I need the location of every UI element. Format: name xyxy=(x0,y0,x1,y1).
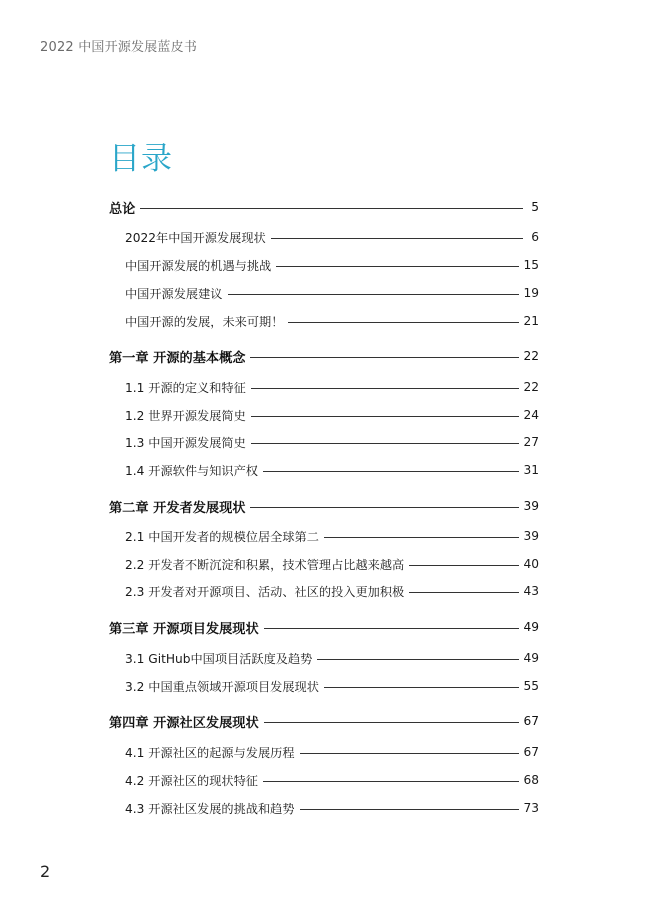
dot-leader xyxy=(300,809,520,810)
dot-leader xyxy=(288,322,519,323)
toc-entry-label: 4.3 开源社区发展的挑战和趋势 xyxy=(125,801,295,816)
toc-entry-label: 4.2 开源社区的现状特征 xyxy=(125,773,258,788)
toc-entry-label: 3.1 GitHub中国项目活跃度及趋势 xyxy=(125,651,313,666)
toc-entry[interactable] xyxy=(109,798,539,818)
page-number: 2 xyxy=(40,862,51,881)
toc-title: 目录 xyxy=(109,141,173,177)
toc-entry-page: 39 xyxy=(523,529,539,543)
dot-leader xyxy=(271,238,523,239)
toc-entry-page: 22 xyxy=(523,349,539,363)
toc-entry[interactable] xyxy=(109,676,539,696)
toc-entry-label: 第三章 开源项目发展现状 xyxy=(109,621,259,637)
dot-leader xyxy=(250,357,519,358)
dot-leader xyxy=(264,722,520,723)
toc-entry[interactable] xyxy=(109,617,539,637)
toc-entry-page: 39 xyxy=(523,499,539,513)
toc-entry[interactable] xyxy=(109,554,539,574)
dot-leader xyxy=(409,592,519,593)
toc-entry-page: 73 xyxy=(523,801,539,815)
table-of-contents xyxy=(109,0,539,906)
toc-entry-page: 15 xyxy=(523,258,539,272)
dot-leader xyxy=(409,565,519,566)
toc-entry-label: 2.3 开发者对开源项目、活动、社区的投入更加积极 xyxy=(125,584,405,599)
dot-leader xyxy=(251,388,520,389)
toc-entry[interactable] xyxy=(109,742,539,762)
toc-entry[interactable] xyxy=(109,496,539,516)
toc-entry-page: 68 xyxy=(523,773,539,787)
toc-entry-label: 中国开源的发展，未来可期！ xyxy=(125,314,284,329)
toc-entry[interactable] xyxy=(109,526,539,546)
toc-entry-label: 总论 xyxy=(109,201,136,217)
toc-entry-label: 1.1 开源的定义和特征 xyxy=(125,380,246,395)
toc-entry[interactable] xyxy=(109,648,539,668)
toc-entry[interactable] xyxy=(109,197,539,217)
dot-leader xyxy=(324,537,520,538)
toc-entry-page: 67 xyxy=(523,745,539,759)
toc-entry-label: 第四章 开源社区发展现状 xyxy=(109,715,259,731)
dot-leader xyxy=(264,628,520,629)
toc-entry[interactable] xyxy=(109,283,539,303)
toc-entry-page: 43 xyxy=(523,584,539,598)
toc-entry[interactable] xyxy=(109,581,539,601)
toc-entry-page: 55 xyxy=(523,679,539,693)
toc-entry-page: 49 xyxy=(523,651,539,665)
dot-leader xyxy=(250,507,519,508)
toc-entry-label: 中国开源发展建议 xyxy=(125,286,223,301)
toc-entry-page: 5 xyxy=(531,200,539,214)
dot-leader xyxy=(251,443,520,444)
toc-entry-label: 3.2 中国重点领域开源项目发展现状 xyxy=(125,679,319,694)
dot-leader xyxy=(263,781,520,782)
toc-entry[interactable] xyxy=(109,255,539,275)
toc-entry[interactable] xyxy=(109,405,539,425)
toc-entry-label: 第一章 开源的基本概念 xyxy=(109,350,246,366)
toc-entry-label: 1.3 中国开源发展简史 xyxy=(125,435,246,450)
dot-leader xyxy=(228,294,520,295)
toc-entry[interactable] xyxy=(109,346,539,366)
dot-leader xyxy=(300,753,520,754)
toc-entry[interactable] xyxy=(109,377,539,397)
toc-entry[interactable] xyxy=(109,227,539,247)
toc-entry-page: 27 xyxy=(523,435,539,449)
toc-entry-label: 2.1 中国开发者的规模位居全球第二 xyxy=(125,529,319,544)
toc-entry-page: 31 xyxy=(523,463,539,477)
toc-entry-label: 第二章 开发者发展现状 xyxy=(109,500,246,516)
toc-entry-page: 22 xyxy=(523,380,539,394)
toc-entry-page: 24 xyxy=(523,408,539,422)
toc-entry-label: 4.1 开源社区的起源与发展历程 xyxy=(125,745,295,760)
toc-entry-page: 19 xyxy=(523,286,539,300)
dot-leader xyxy=(140,208,523,209)
toc-entry-label: 中国开源发展的机遇与挑战 xyxy=(125,258,272,273)
toc-entry[interactable] xyxy=(109,711,539,731)
dot-leader xyxy=(324,687,520,688)
toc-entry-label: 1.4 开源软件与知识产权 xyxy=(125,463,258,478)
toc-entry[interactable] xyxy=(109,460,539,480)
toc-entry-page: 49 xyxy=(523,620,539,634)
toc-entry[interactable] xyxy=(109,770,539,790)
toc-entry-page: 40 xyxy=(523,557,539,571)
dot-leader xyxy=(263,471,520,472)
toc-entry[interactable] xyxy=(109,311,539,331)
toc-entry[interactable] xyxy=(109,432,539,452)
dot-leader xyxy=(251,416,520,417)
dot-leader xyxy=(276,266,519,267)
toc-entry-page: 21 xyxy=(523,314,539,328)
running-head: 2022 中国开源发展蓝皮书 xyxy=(40,40,198,55)
toc-entry-label: 2.2 开发者不断沉淀和积累，技术管理占比越来越高 xyxy=(125,557,405,572)
toc-entry-label: 2022年中国开源发展现状 xyxy=(125,230,266,245)
toc-entry-page: 6 xyxy=(531,230,539,244)
toc-entry-label: 1.2 世界开源发展简史 xyxy=(125,408,246,423)
dot-leader xyxy=(317,659,519,660)
toc-entry-page: 67 xyxy=(523,714,539,728)
